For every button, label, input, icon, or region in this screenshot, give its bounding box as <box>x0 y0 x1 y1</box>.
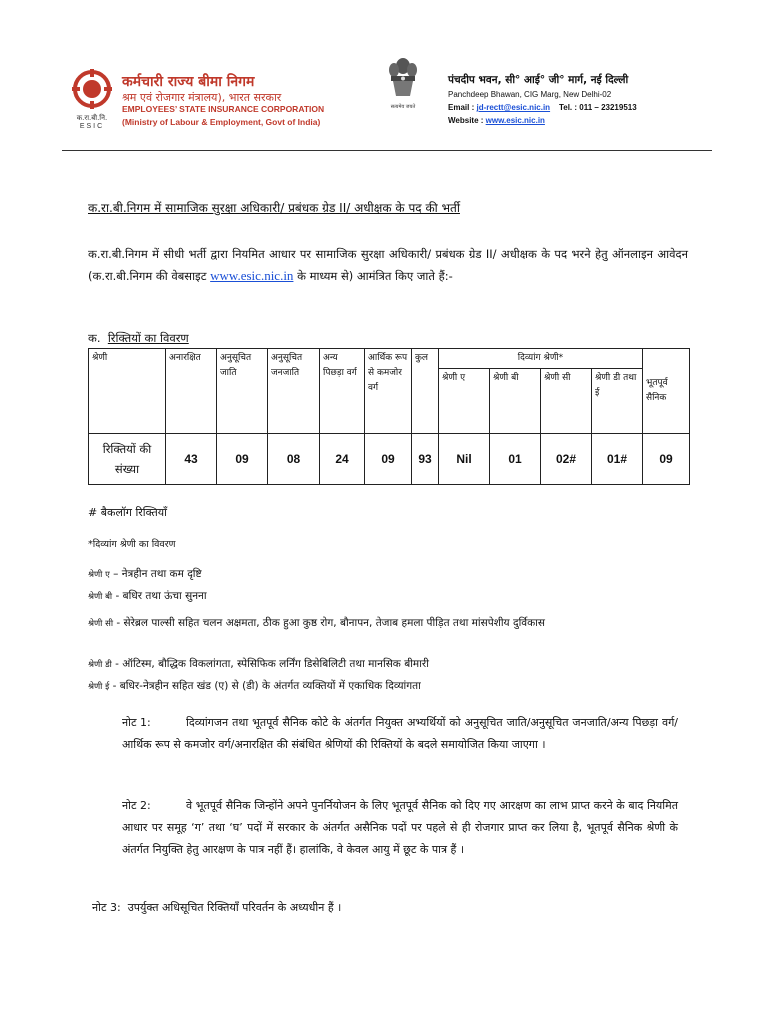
backlog-note: # बैकलॉग रिक्तियाँ <box>88 506 168 519</box>
email-label: Email : <box>448 103 475 112</box>
header-unreserved: अनारक्षित <box>166 349 217 434</box>
address-english: Panchdeep Bhawan, CIG Marg, New Delhi-02 <box>448 90 612 99</box>
value-pwd-a: Nil <box>439 434 490 485</box>
value-exsm: 09 <box>643 434 690 485</box>
vacancy-heading <box>88 331 189 346</box>
pwd-line-c <box>88 612 678 635</box>
note-3-text: उपर्युक्त अधिसूचित रिक्तियाँ परिवर्तन के अध्यधीन हैं । <box>127 901 342 914</box>
row-label: रिक्तियों की संख्या <box>89 434 166 485</box>
pwd-text-c: - सेरेब्रल पाल्सी सहित चलन अक्षमता, ठीक हुआ कुष्ठ रोग, बौनापन, तेजाब हमला पीड़ित तथा मांसपेशीय दुर्विकास <box>116 617 546 629</box>
header-category: श्रेणी <box>89 349 166 434</box>
national-emblem <box>383 56 423 120</box>
esic-emblem-icon <box>64 68 120 110</box>
note-3 <box>92 897 341 919</box>
logo-abbr: ESIC <box>79 123 105 130</box>
note-2-label: नोट 2: <box>122 799 151 812</box>
note-3-label: नोट 3: <box>92 901 121 914</box>
pwd-line-b <box>88 589 207 603</box>
value-obc: 24 <box>320 434 365 485</box>
pwd-line-e <box>88 679 421 693</box>
header-pwd: दिव्यांग श्रेणी* <box>439 349 643 369</box>
note-1-label: नोट 1: <box>122 716 151 729</box>
vacancy-heading-text: रिक्तियों का विवरण <box>107 331 189 345</box>
pwd-line-d <box>88 657 429 671</box>
pwd-key-d: श्रेणी डी <box>88 660 112 670</box>
value-pwd-c: 02# <box>541 434 592 485</box>
pwd-text-e: - बधिर-नेत्रहीन सहित खंड (ए) से (डी) के अंतर्गत व्यक्तियों में एकाधिक दिव्यांगता <box>112 680 421 692</box>
vacancy-table <box>88 348 690 485</box>
value-total: 93 <box>412 434 439 485</box>
header-pwd-c: श्रेणी सी <box>541 369 592 434</box>
note-1-text: दिव्यांगजन तथा भूतपूर्व सैनिक कोटे के अंतर्गत नियुक्त अभ्यर्थियों को अनुसूचित जाति/अनुसूचित जनजाति/अन्य पिछड़ा वर्ग/ आर्थिक रूप से कमजोर वर्ग/अनारक्षित की संबंधित श्रेणियों की रिक्तियों के बदले समायोजित किया जाएगा । <box>122 716 678 751</box>
website-line <box>448 116 545 125</box>
pwd-text-b: - बधिर तथा ऊंचा सुनना <box>115 590 207 602</box>
pwd-key-b: श्रेणी बी <box>88 592 113 602</box>
vacancy-prefix: क. <box>88 331 101 345</box>
email-link[interactable]: jd-rectt@esic.nic.in <box>476 103 551 112</box>
pwd-line-a <box>88 567 202 581</box>
header-st: अनुसूचित जनजाति <box>268 349 320 434</box>
note-2 <box>122 795 678 861</box>
address-hindi: पंचदीप भवन, सी° आई° जी° मार्ग, नई दिल्ली <box>448 74 629 86</box>
pwd-detail-title: *दिव्यांग श्रेणी का विवरण <box>88 539 176 550</box>
org-name-english: EMPLOYEES’ STATE INSURANCE CORPORATION <box>122 104 325 114</box>
header-total: कुल <box>412 349 439 434</box>
pwd-text-d: - ऑटिस्म, बौद्धिक विकलांगता, स्पेसिफिक लर्निंग डिसेबिलिटी तथा मानसिक बीमारी <box>115 658 429 670</box>
emblem-motto: सत्यमेव जयते <box>390 104 416 110</box>
value-sc: 09 <box>217 434 268 485</box>
value-ews: 09 <box>365 434 412 485</box>
org-name-hindi: कर्मचारी राज्य बीमा निगम <box>122 74 255 90</box>
website-label: Website : <box>448 116 484 125</box>
value-st: 08 <box>268 434 320 485</box>
intro-paragraph <box>88 243 688 287</box>
intro-website-link[interactable]: www.esic.nic.in <box>210 268 294 283</box>
table-header-row <box>89 349 690 369</box>
value-pwd-b: 01 <box>490 434 541 485</box>
table-row <box>89 434 690 485</box>
telephone: Tel. : 011 – 23219513 <box>558 103 637 112</box>
header-pwd-de: श्रेणी डी तथा ई <box>592 369 643 434</box>
pwd-key-a: श्रेणी ए <box>88 570 110 580</box>
value-pwd-de: 01# <box>592 434 643 485</box>
ministry-hindi: श्रम एवं रोजगार मंत्रालय), भारत सरकार <box>122 91 282 104</box>
document-title: क.रा.बी.निगम में सामाजिक सुरक्षा अधिकारी/ प्रबंधक ग्रेड II/ अधीक्षक के पद की भर्ती <box>88 201 460 215</box>
logo-caption: क.रा.बी.नि. <box>76 114 108 122</box>
contact-line <box>448 103 637 112</box>
website-link[interactable]: www.esic.nic.in <box>485 116 545 125</box>
header-ews: आर्थिक रूप से कमजोर वर्ग <box>365 349 412 434</box>
note-2-text: वे भूतपूर्व सैनिक जिन्होंने अपने पुनर्नियोजन के लिए भूतपूर्व सैनिक को दिए गए आरक्षण का लाभ प्राप्त करने के बाद नियमित आधार पर समूह ‘ग’ तथा ‘घ’ पदों में सरकार के अंतर्गत असैनिक पदों पर पहले से ही रोजगार प्राप्त कर लिया है, भूतपूर्व सैनिक श्रेणी के अंतर्गत नियुक्ति हेतु आरक्षण के पात्र नहीं हैं। हालांकि, वे केवल आयु में छूट के पात्र हैं । <box>122 799 678 856</box>
value-unreserved: 43 <box>166 434 217 485</box>
header-pwd-b: श्रेणी बी <box>490 369 541 434</box>
header-pwd-a: श्रेणी ए <box>439 369 490 434</box>
note-1 <box>122 712 678 756</box>
ministry-english: (Ministry of Labour & Employment, Govt of India) <box>122 117 321 127</box>
pwd-text-a: – नेत्रहीन तथा कम दृष्टि <box>113 568 202 580</box>
header-sc: अनुसूचित जाति <box>217 349 268 434</box>
pwd-key-e: श्रेणी ई <box>88 682 110 692</box>
esic-logo <box>64 68 120 128</box>
intro-text-end: के माध्यम से) आमंत्रित किए जाते हैं:- <box>293 269 453 283</box>
intro-text: क.रा.बी.निगम में सीधी भर्ती द्वारा नियमित आधार पर सामाजिक सुरक्षा अधिकारी/ प्रबंधक ग्रेड II/ अधीक्षक के पद भरने हेतु ऑनलाइन आवेदन (क.रा.बी.निगम की वेबसाइट <box>88 247 688 283</box>
header-exsm: भूतपूर्व सैनिक <box>643 349 690 434</box>
header-obc: अन्य पिछड़ा वर्ग <box>320 349 365 434</box>
header-divider <box>62 150 712 151</box>
lion-capital-icon <box>388 56 418 100</box>
pwd-key-c: श्रेणी सी <box>88 619 114 629</box>
